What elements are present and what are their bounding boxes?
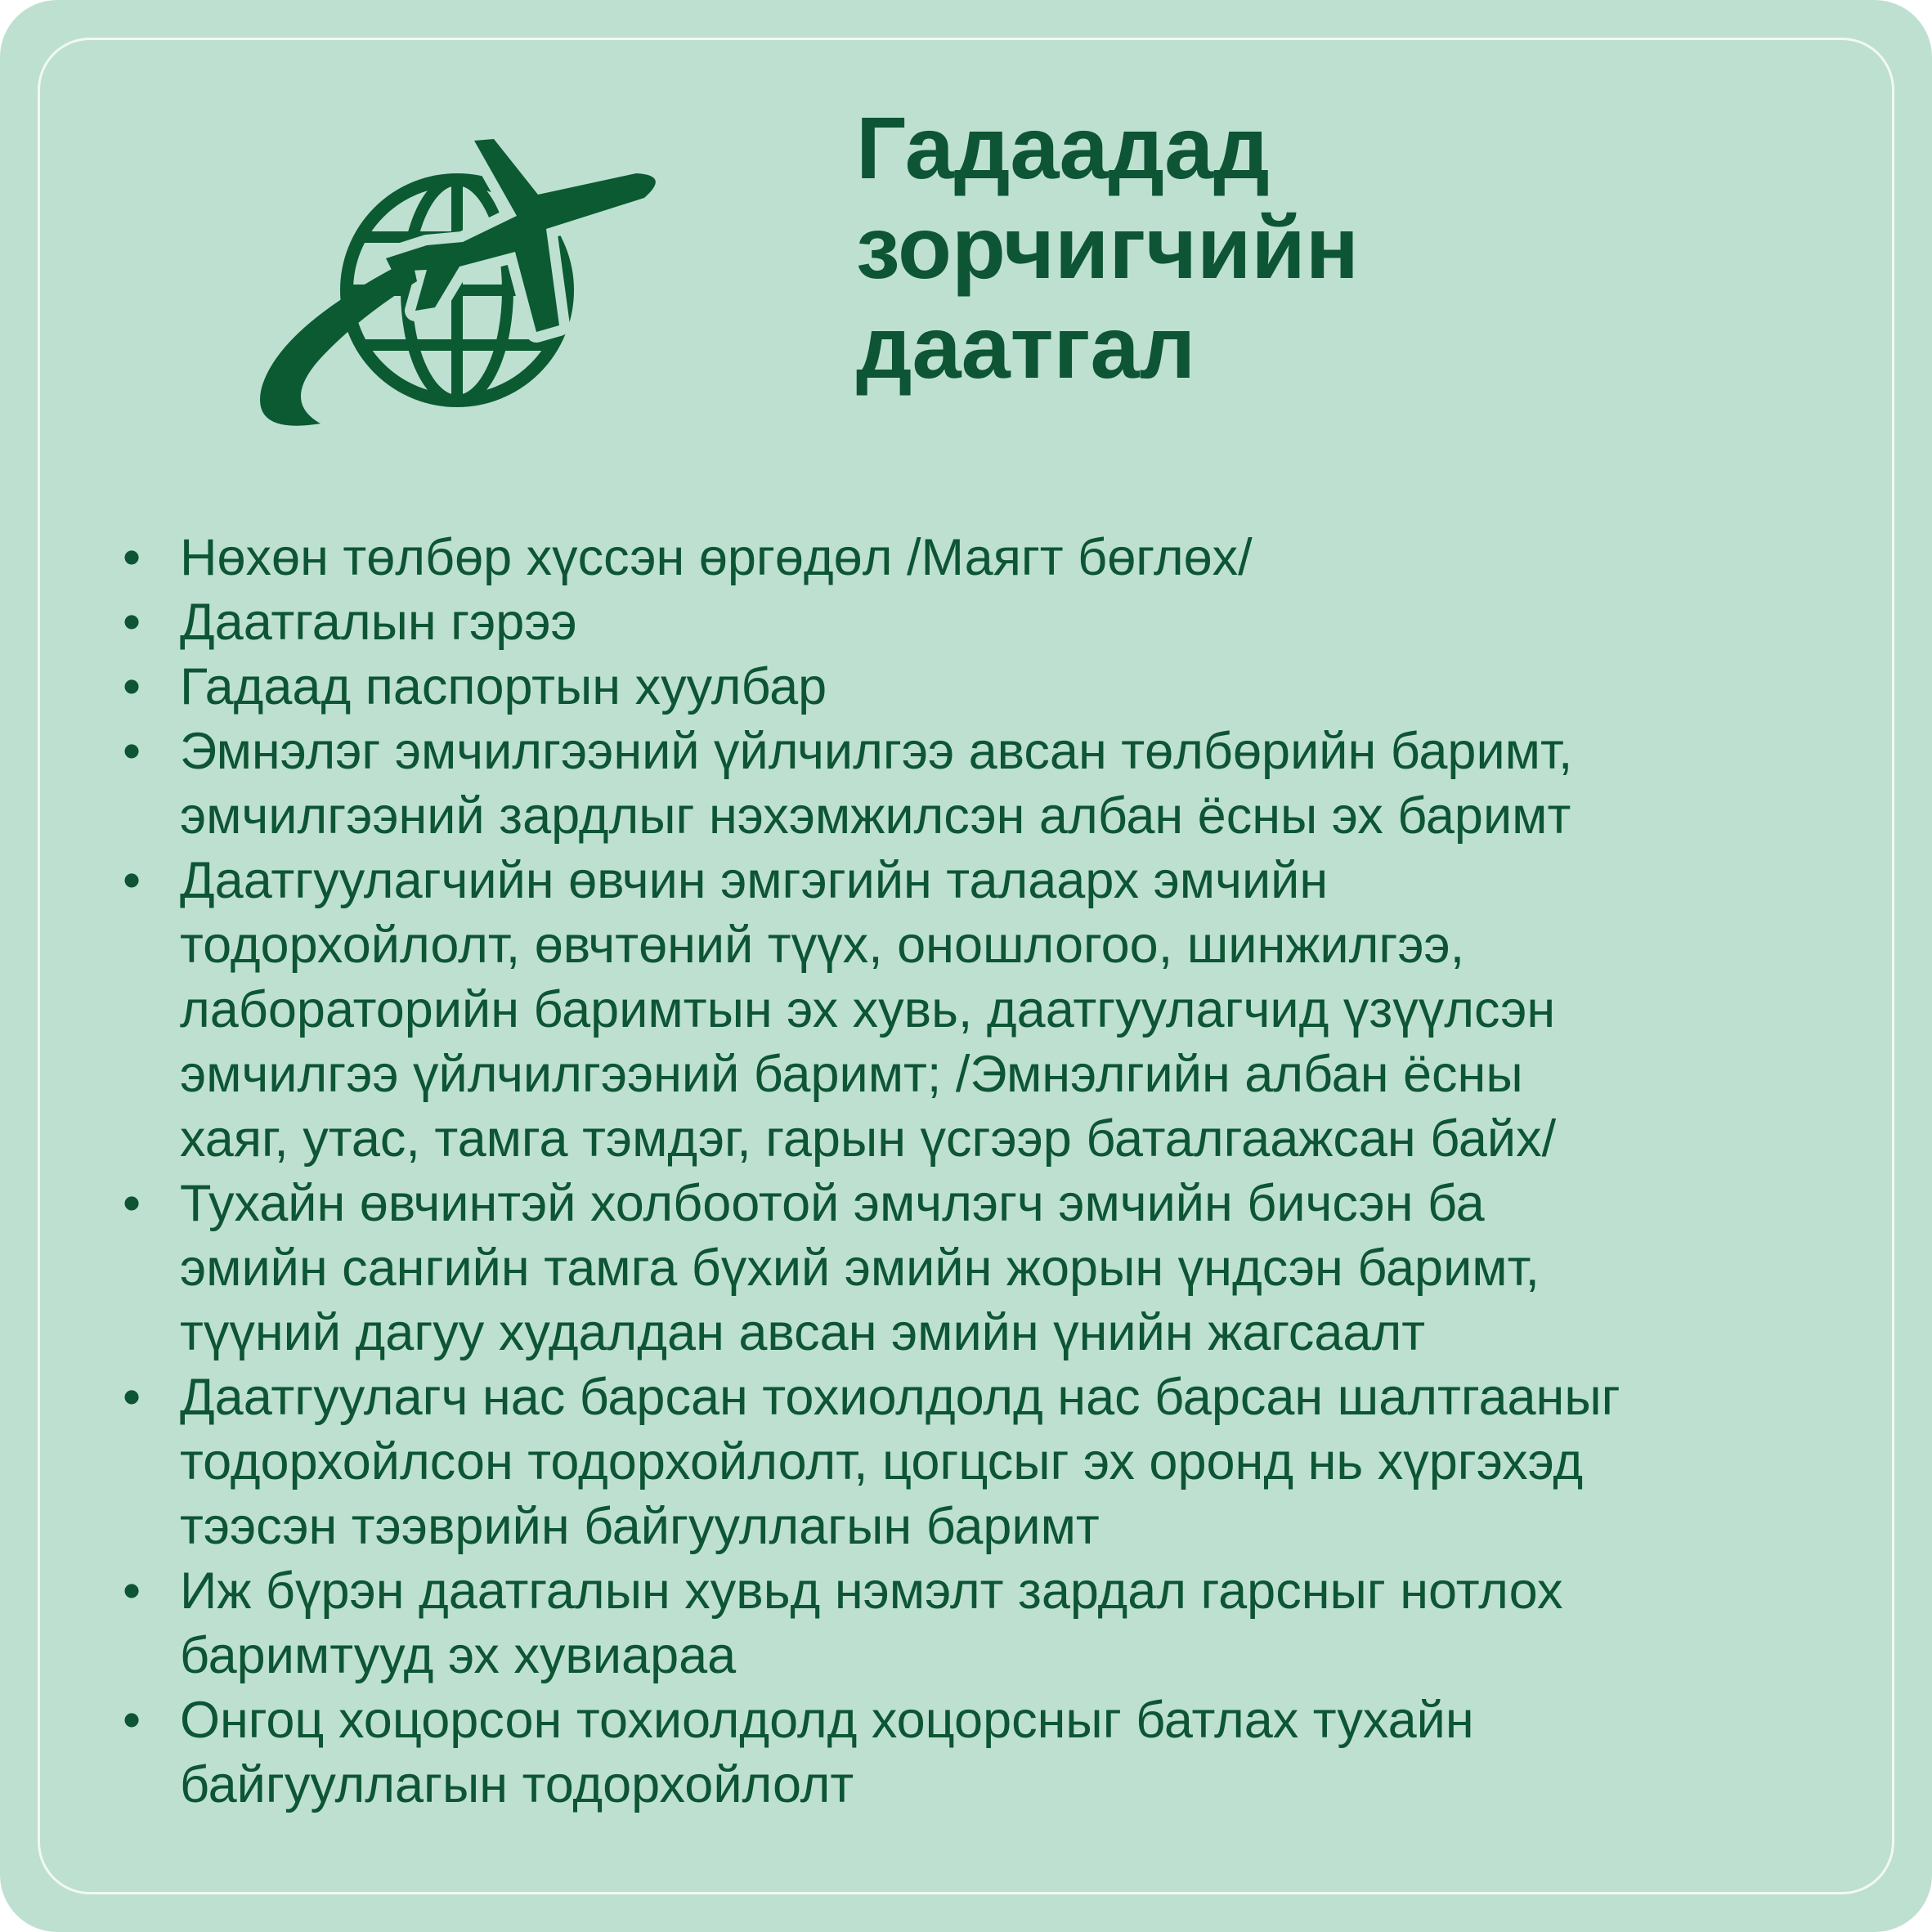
list-item — [123, 849, 1880, 1172]
bullet-icon: • — [123, 852, 141, 909]
list-item-text: Даатгуулагч нас барсан тохиолдолд нас барсан шалтгааныг — [180, 1369, 1620, 1426]
list-item-text: Онгоц хоцорсон тохиолдолд хоцорсныг батлах тухайн — [180, 1692, 1474, 1749]
bullet-icon: • — [123, 594, 141, 651]
list-item-text: тодорхойлолт, өвчтөний түүх, оношлогоо, шинжилгээ, — [180, 917, 1465, 974]
list-item-text: түүний дагуу худалдан авсан эмийн үнийн жагсаалт — [180, 1304, 1426, 1361]
title-line: зорчигчийн — [856, 198, 1360, 297]
list-item — [123, 1688, 1880, 1818]
list-item-text: тээсэн тээврийн байгууллагын баримт — [180, 1498, 1100, 1555]
bullet-icon: • — [123, 723, 141, 780]
list-item-text: байгууллагын тодорхойлолт — [180, 1756, 854, 1813]
bullet-icon: • — [123, 529, 141, 586]
list-item — [123, 526, 1880, 590]
list-item-text: Нөхөн төлбөр хүссэн өргөдөл /Маягт бөглөх/ — [180, 529, 1253, 586]
list-item-text: Даатгалын гэрээ — [180, 594, 577, 651]
page-title — [856, 98, 1359, 397]
list-item — [123, 655, 1880, 719]
list-item-text: эмчилгээний зардлыг нэхэмжилсэн албан ёсны эх баримт — [180, 787, 1571, 845]
list-item — [123, 719, 1880, 849]
list-item — [123, 1365, 1880, 1559]
list-item-text: эмийн сангийн тамга бүхий эмийн жорын үндсэн баримт, — [180, 1239, 1540, 1297]
bullet-icon: • — [123, 1562, 141, 1620]
list-item — [123, 1172, 1880, 1365]
list-item-text: Гадаад паспортын хуулбар — [180, 658, 827, 715]
title-line: даатгал — [856, 298, 1196, 397]
bullet-icon: • — [123, 1369, 141, 1426]
list-item-text: Иж бүрэн даатгалын хувьд нэмэлт зардал гарсныг нотлох — [180, 1562, 1563, 1620]
globe-airplane-icon — [255, 106, 672, 433]
bullet-icon: • — [123, 1692, 141, 1749]
bullet-icon: • — [123, 1175, 141, 1232]
list-item-text: Даатгуулагчийн өвчин эмгэгийн талаарх эмчийн — [180, 852, 1329, 909]
list-item-text: лабораторийн баримтын эх хувь, даатгуулагчид үзүүлсэн — [180, 981, 1556, 1038]
list-item-text: хаяг, утас, тамга тэмдэг, гарын үсгээр баталгаажсан байх/ — [180, 1110, 1557, 1168]
list-item-text: баримтууд эх хувиараа — [180, 1627, 737, 1684]
requirements-list — [123, 526, 1880, 1818]
list-item-text: Тухайн өвчинтэй холбоотой эмчлэгч эмчийн бичсэн ба — [180, 1175, 1485, 1232]
title-line: Гадаадад — [856, 98, 1270, 197]
list-item — [123, 590, 1880, 655]
list-item — [123, 1559, 1880, 1688]
bullet-icon: • — [123, 658, 141, 715]
list-item-text: Эмнэлэг эмчилгээний үйлчилгээ авсан төлбөрийн баримт, — [180, 723, 1573, 780]
list-item-text: тодорхойлсон тодорхойлолт, цогцсыг эх оронд нь хүргэхэд — [180, 1433, 1584, 1490]
list-item-text: эмчилгээ үйлчилгээний баримт; /Эмнэлгийн албан ёсны — [180, 1046, 1523, 1103]
